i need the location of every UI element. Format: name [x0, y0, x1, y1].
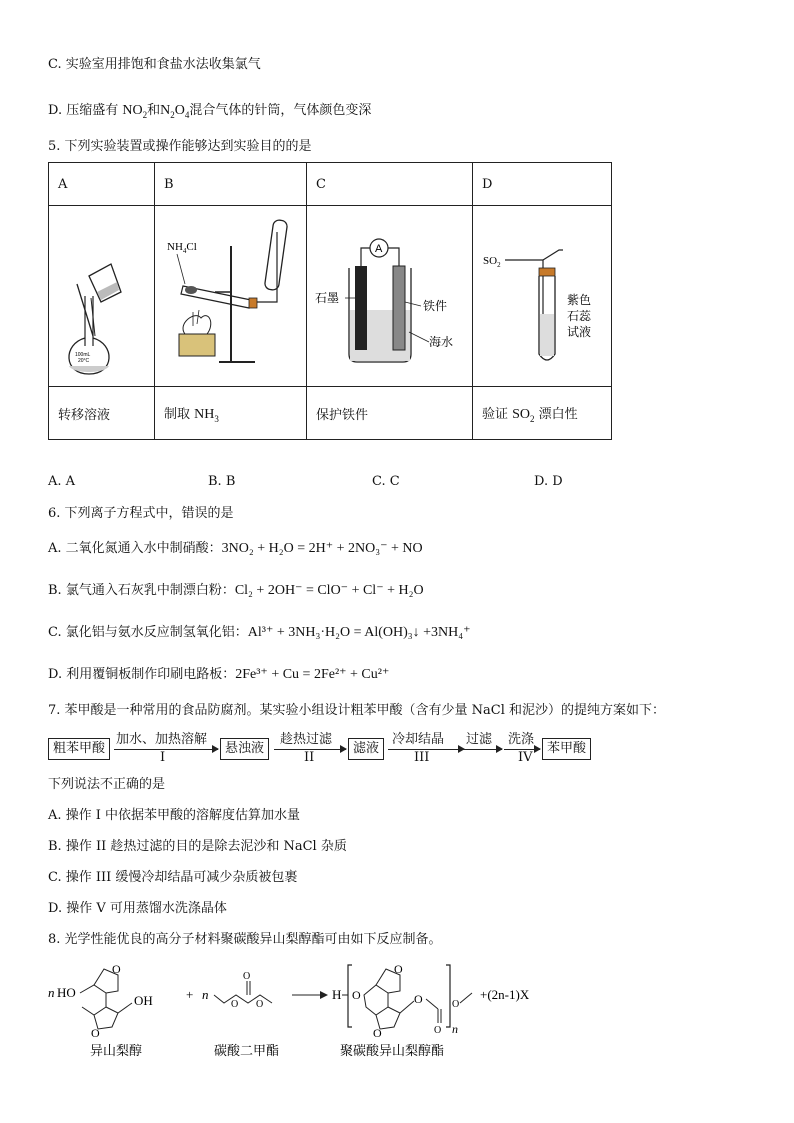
option-6b: B. 氯气通入石灰乳中制漂白粉：Cl₂ + 2OH⁻ = ClO⁻ + Cl⁻ + H₂O [48, 583, 424, 598]
option-6d: D. 利用覆铜板制作印刷电路板：2Fe³⁺ + Cu = 2Fe²⁺ + Cu²⁺ [48, 667, 390, 682]
ammonia-preparation-diagram [155, 206, 306, 382]
caption-a: 转移溶液 [49, 387, 155, 440]
electrolysis-cell-diagram [307, 206, 472, 382]
caption-b: 制取 $NH_3$ [155, 387, 307, 440]
svg-text:聚碳酸异山梨醇酯: 聚碳酸异山梨醇酯 [340, 1044, 445, 1059]
svg-text:A: A [375, 243, 383, 255]
polymerization-reaction [48, 955, 608, 1065]
so2-litmus-diagram [473, 206, 611, 382]
svg-text:紫色: 紫色 [567, 293, 592, 307]
svg-text:O: O [243, 971, 251, 982]
question-7: 7. 苯甲酸是一种常用的食品防腐剂。某实验小组设计粗苯甲酸（含有少量 NaCl 和泥沙）的提纯方案如下： [48, 703, 666, 718]
flow-box-product: 苯甲酸 [542, 738, 591, 760]
svg-text:OH: OH [134, 993, 153, 1008]
svg-text:异山梨醇: 异山梨醇 [90, 1044, 143, 1059]
question-6: 6. 下列离子方程式中，错误的是 [48, 506, 234, 521]
option-7b: B. 操作 II 趁热过滤的目的是除去泥沙和 NaCl 杂质 [48, 839, 347, 854]
q5-choice-d[interactable]: D. D [534, 474, 563, 489]
option-6a: A. 二氧化氮通入水中制硝酸：3NO₂ + H₂O = 2H⁺ + 2NO₃⁻ + NO [48, 541, 423, 556]
q5-choice-a[interactable]: A. A [48, 474, 76, 489]
q5-choice-b[interactable]: B. B [208, 474, 236, 489]
col-header-b: B [155, 163, 307, 206]
svg-text:O: O [394, 962, 403, 976]
flow-box-filtrate: 滤液 [348, 738, 384, 760]
purification-flowchart: 粗苯甲酸 加水、加热溶解 I 悬浊液 趁热过滤 II 滤液 冷却结晶 III 过滤 洗涤 IV 苯甲酸 [48, 730, 608, 770]
experiment-table [48, 162, 612, 440]
svg-text:H: H [332, 987, 342, 1002]
svg-text:O: O [91, 1026, 100, 1040]
svg-text:NH4Cl: $NH_4Cl$ [167, 241, 197, 255]
caption-c: 保护铁件 [307, 387, 473, 440]
svg-text:n: n [202, 987, 209, 1002]
svg-text:O: O [373, 1026, 382, 1040]
svg-text:+: + [186, 987, 194, 1002]
volumetric-flask-diagram [49, 206, 154, 382]
svg-text:海水: 海水 [429, 335, 454, 349]
apparatus-c [307, 206, 473, 387]
svg-text:n: n [452, 1022, 458, 1036]
apparatus-b [155, 206, 307, 387]
col-header-a: A [49, 163, 155, 206]
svg-text:石墨: 石墨 [315, 291, 340, 305]
col-header-d: D [473, 163, 612, 206]
svg-text:O: O [112, 962, 121, 976]
option-4d: D. 压缩盛有 $NO_2$和$N_2O_4$混合气体的针筒，气体颜色变深 [48, 103, 372, 120]
flow-box-suspension: 悬浊液 [220, 738, 269, 760]
svg-text:O: O [352, 988, 361, 1002]
svg-text:碳酸二甲酯: 碳酸二甲酯 [214, 1044, 280, 1059]
q5-choice-c[interactable]: C. C [372, 474, 400, 489]
svg-text:石蕊: 石蕊 [567, 309, 592, 323]
option-7a: A. 操作 I 中依据苯甲酸的溶解度估算加水量 [48, 808, 301, 823]
svg-text:铁件: 铁件 [423, 299, 448, 313]
svg-text:O: O [231, 999, 239, 1010]
svg-text:20°C: 20°C [78, 358, 90, 364]
flow-arrow-1 [114, 749, 218, 750]
svg-text:O: O [452, 999, 460, 1010]
svg-text:O: O [256, 999, 264, 1010]
svg-text:HO: HO [57, 985, 76, 1000]
svg-text:SO2: $SO_2$ [483, 255, 501, 269]
flow-arrow-4 [464, 749, 502, 750]
question-7-stem: 下列说法不正确的是 [48, 777, 166, 792]
svg-text:100mL: 100mL [75, 352, 91, 358]
svg-text:+(2n-1)X: +(2n-1)X [480, 987, 530, 1002]
svg-text:O: O [414, 992, 423, 1006]
option-7c: C. 操作 III 缓慢冷却结晶可减少杂质被包裹 [48, 870, 298, 885]
question-8: 8. 光学性能优良的高分子材料聚碳酸异山梨醇酯可由如下反应制备。 [48, 932, 442, 947]
apparatus-d [473, 206, 612, 387]
caption-d: 验证 $SO_2$ 漂白性 [473, 387, 612, 440]
flow-box-crude: 粗苯甲酸 [48, 738, 110, 760]
option-6c: C. 氯化铝与氨水反应制氢氧化铝：Al³⁺ + 3NH₃·H₂O = Al(OH)₃↓ +3NH₄⁺ [48, 625, 471, 640]
option-4c: C. 实验室用排饱和食盐水法收集氯气 [48, 57, 261, 72]
svg-text:n: n [48, 985, 55, 1000]
svg-text:O: O [434, 1025, 442, 1036]
svg-text:试液: 试液 [567, 325, 592, 339]
question-5: 5. 下列实验装置或操作能够达到实验目的的是 [48, 139, 312, 154]
col-header-c: C [307, 163, 473, 206]
apparatus-a [49, 206, 155, 387]
option-7d: D. 操作 V 可用蒸馏水洗涤晶体 [48, 901, 227, 916]
